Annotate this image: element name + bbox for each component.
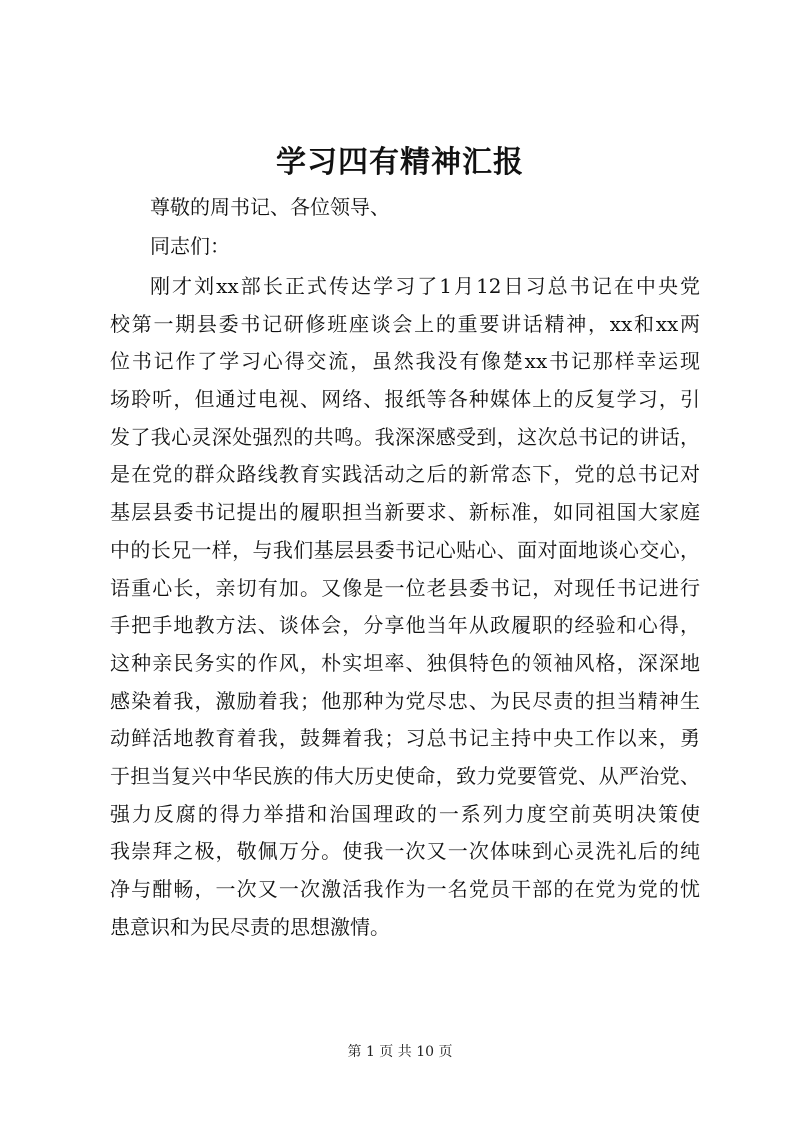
salutation-line-1: 尊敬的周书记、各位领导、 — [150, 195, 390, 219]
body-line: 感染着我，激励着我；他那种为党尽忠、为民尽责的担当精神生 — [110, 688, 700, 713]
body-line: 是在党的群众路线教育实践活动之后的新常态下，党的总书记对 — [110, 462, 700, 487]
body-line: 于担当复兴中华民族的伟大历史使命，致力党要管党、从严治党、 — [110, 763, 700, 788]
salutation-line-2: 同志们： — [150, 234, 230, 258]
body-line: 这种亲民务实的作风，朴实坦率、独俱特色的领袖风格，深深地 — [110, 650, 700, 675]
body-line: 强力反腐的得力举措和治国理政的一系列力度空前英明决策使 — [110, 801, 700, 826]
body-line: 场聆听，但通过电视、网络、报纸等各种媒体上的反复学习，引 — [110, 387, 700, 412]
body-line: 净与酣畅，一次又一次激活我作为一名党员干部的在党为党的忧 — [110, 877, 700, 901]
body-line: 发了我心灵深处强烈的共鸣。我深深感受到，这次总书记的讲话， — [110, 424, 700, 449]
body-line: 位书记作了学习心得交流，虽然我没有像楚xx书记那样幸运现 — [110, 349, 700, 374]
body-line: 校第一期县委书记研修班座谈会上的重要讲话精神，xx和xx两 — [110, 311, 700, 336]
page-number-footer: 第 1 页 共 10 页 — [347, 1044, 453, 1060]
body-line: 我崇拜之极，敬佩万分。使我一次又一次体味到心灵洗礼后的纯 — [110, 839, 700, 864]
body-line: 中的长兄一样，与我们基层县委书记心贴心、面对面地谈心交心， — [110, 537, 700, 562]
body-line: 手把手地教方法、谈体会，分享他当年从政履职的经验和心得， — [110, 613, 700, 638]
document-title: 学习四有精神汇报 — [276, 145, 524, 180]
body-line: 语重心长，亲切有加。又像是一位老县委书记，对现任书记进行 — [110, 575, 700, 600]
body-paragraph — [110, 268, 700, 946]
body-line: 患意识和为民尽责的思想激情。 — [110, 914, 390, 939]
body-line: 动鲜活地教育着我，鼓舞着我；习总书记主持中央工作以来，勇 — [110, 726, 700, 751]
body-line: 基层县委书记提出的履职担当新要求、新标准，如同祖国大家庭 — [110, 500, 700, 525]
body-line: 刚才刘xx部长正式传达学习了1月12日习总书记在中央党 — [150, 274, 700, 298]
